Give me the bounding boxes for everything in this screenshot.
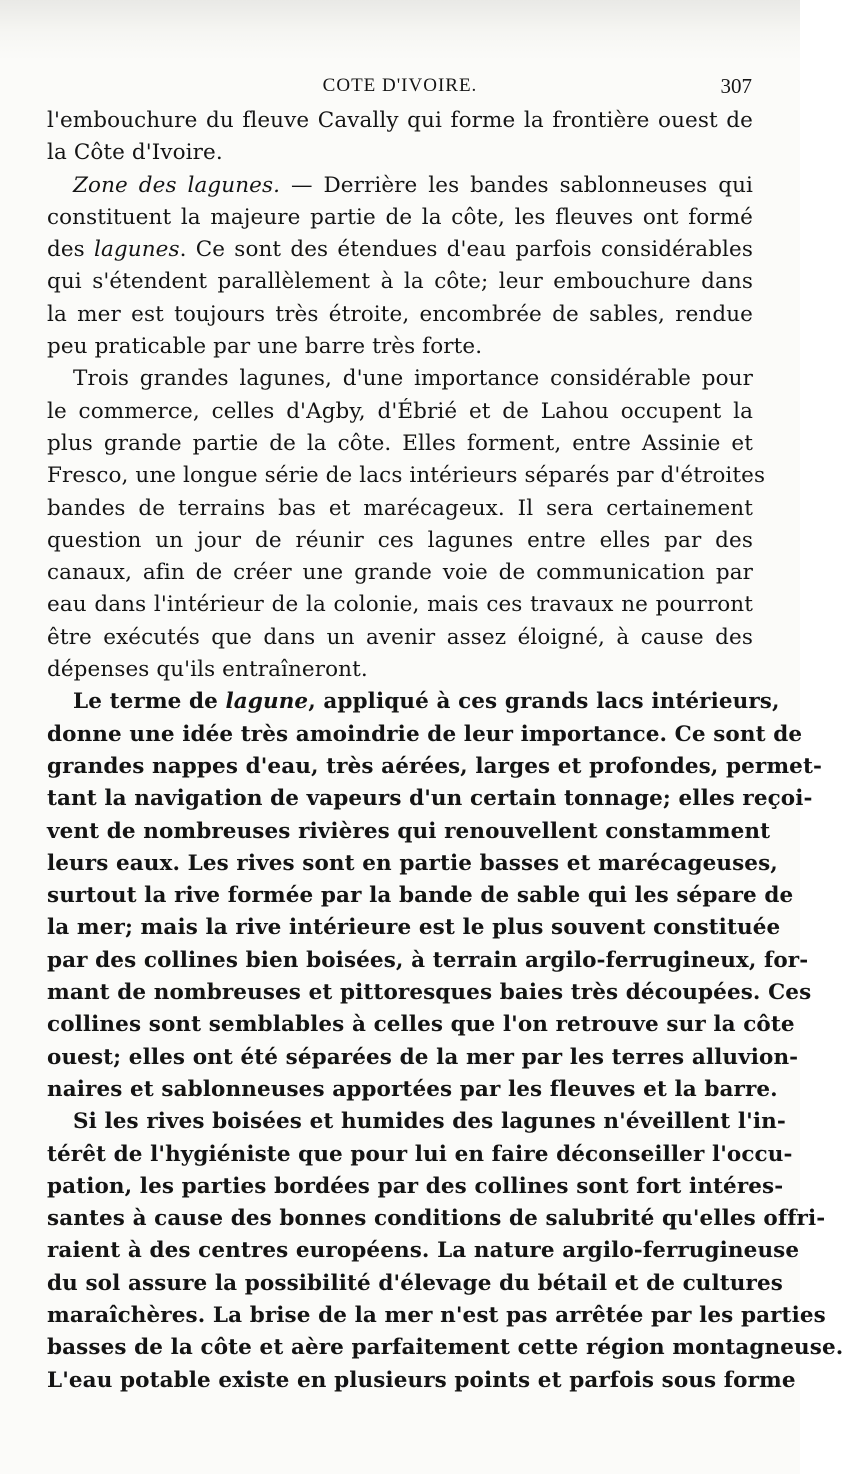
text-line: l'embouchure du fleuve Cavally qui forme la frontière ouest de bbox=[47, 108, 753, 133]
text-line: la mer est toujours très étroite, encombrée de sables, rendue bbox=[47, 301, 753, 327]
text-line: bandes de terrains bas et marécageux. Il sera certainement bbox=[47, 495, 753, 521]
text-line: tant la navigation de vapeurs d'un certain tonnage; elles reçoi- bbox=[47, 786, 813, 812]
italic-term: lagunes bbox=[94, 237, 180, 263]
text-line: L'eau potable existe en plusieurs points et parfois sous forme bbox=[47, 1367, 796, 1393]
text-line: être exécutés que dans un avenir assez éloigné, à cause des bbox=[47, 624, 753, 650]
page-header bbox=[0, 72, 800, 104]
text-line: des lagunes. Ce sont des étendues d'eau parfois considérables bbox=[47, 237, 753, 263]
text-line: surtout la rive formée par la bande de sable qui les sépare de bbox=[47, 883, 794, 909]
text-line: térêt de l'hygiéniste que pour lui en faire déconseiller l'occu- bbox=[47, 1141, 793, 1167]
text-line: le commerce, celles d'Agby, d'Ébrié et de Lahou occupent la bbox=[47, 398, 753, 424]
text-line: ouest; elles ont été séparées de la mer par les terres alluvion- bbox=[47, 1044, 799, 1070]
text-line: la mer; mais la rive intérieure est le plus souvent constituée bbox=[47, 915, 781, 941]
text-line: Fresco, une longue série de lacs intérieurs séparés par d'étroites bbox=[47, 463, 766, 489]
page-number: 307 bbox=[720, 74, 752, 98]
running-title: COTE D'IVOIRE. bbox=[322, 75, 478, 96]
text-line: pation, les parties bordées par des collines sont fort intéres- bbox=[47, 1173, 784, 1199]
text-line: mant de nombreuses et pittoresques baies très découpées. Ces bbox=[47, 980, 812, 1006]
text-line: Trois grandes lagunes, d'une importance considérable pour bbox=[73, 366, 753, 392]
text-line: maraîchères. La brise de la mer n'est pas arrêtée par les parties bbox=[47, 1302, 826, 1328]
text-line: grandes nappes d'eau, très aérées, larges et profondes, permet- bbox=[47, 753, 822, 779]
scan-shadow bbox=[0, 0, 800, 60]
text-line: collines sont semblables à celles que l'on retrouve sur la côte bbox=[47, 1012, 795, 1038]
text-line: Zone des lagunes. — Derrière les bandes sablonneuses qui bbox=[73, 172, 753, 198]
text-line: qui s'étendent parallèlement à la côte; leur embouchure dans bbox=[47, 269, 753, 295]
text-line: leurs eaux. Les rives sont en partie basses et marécageuses, bbox=[47, 850, 778, 876]
text-line: peu praticable par une barre très forte. bbox=[47, 334, 483, 360]
text-line: donne une idée très amoindrie de leur importance. Ce sont de bbox=[47, 721, 803, 747]
text-line: plus grande partie de la côte. Elles forment, entre Assinie et bbox=[47, 430, 753, 456]
text-line: eau dans l'intérieur de la colonie, mais ces travaux ne pourront bbox=[47, 592, 753, 618]
text-line: basses de la côte et aère parfaitement cette région montagneuse. bbox=[47, 1335, 843, 1361]
text-line: la Côte d'Ivoire. bbox=[47, 140, 223, 166]
italic-term: Zone des lagunes. bbox=[73, 172, 281, 198]
text-line: du sol assure la possibilité d'élevage du bétail et de cultures bbox=[47, 1270, 783, 1296]
text-line: santes à cause des bonnes conditions de salubrité qu'elles offri- bbox=[47, 1206, 826, 1232]
text-line: dépenses qu'ils entraîneront. bbox=[47, 657, 368, 683]
text-line: raient à des centres européens. La nature argilo-ferrugineuse bbox=[47, 1238, 800, 1264]
body-text bbox=[47, 105, 843, 1397]
italic-term: lagune bbox=[225, 689, 309, 715]
text-line: constituent la majeure partie de la côte, les fleuves ont formé bbox=[47, 204, 753, 230]
text-line: Le terme de lagune, appliqué à ces grands lacs intérieurs, bbox=[73, 689, 780, 715]
text-line: par des collines bien boisées, à terrain argilo-ferrugineux, for- bbox=[47, 947, 809, 973]
text-line: question un jour de réunir ces lagunes entre elles par des bbox=[47, 527, 753, 553]
text-line: vent de nombreuses rivières qui renouvellent constamment bbox=[47, 818, 771, 844]
text-line: Si les rives boisées et humides des lagunes n'éveillent l'in- bbox=[73, 1109, 786, 1135]
text-line: naires et sablonneuses apportées par les fleuves et la barre. bbox=[47, 1076, 778, 1102]
text-line: canaux, afin de créer une grande voie de communication par bbox=[47, 560, 753, 586]
